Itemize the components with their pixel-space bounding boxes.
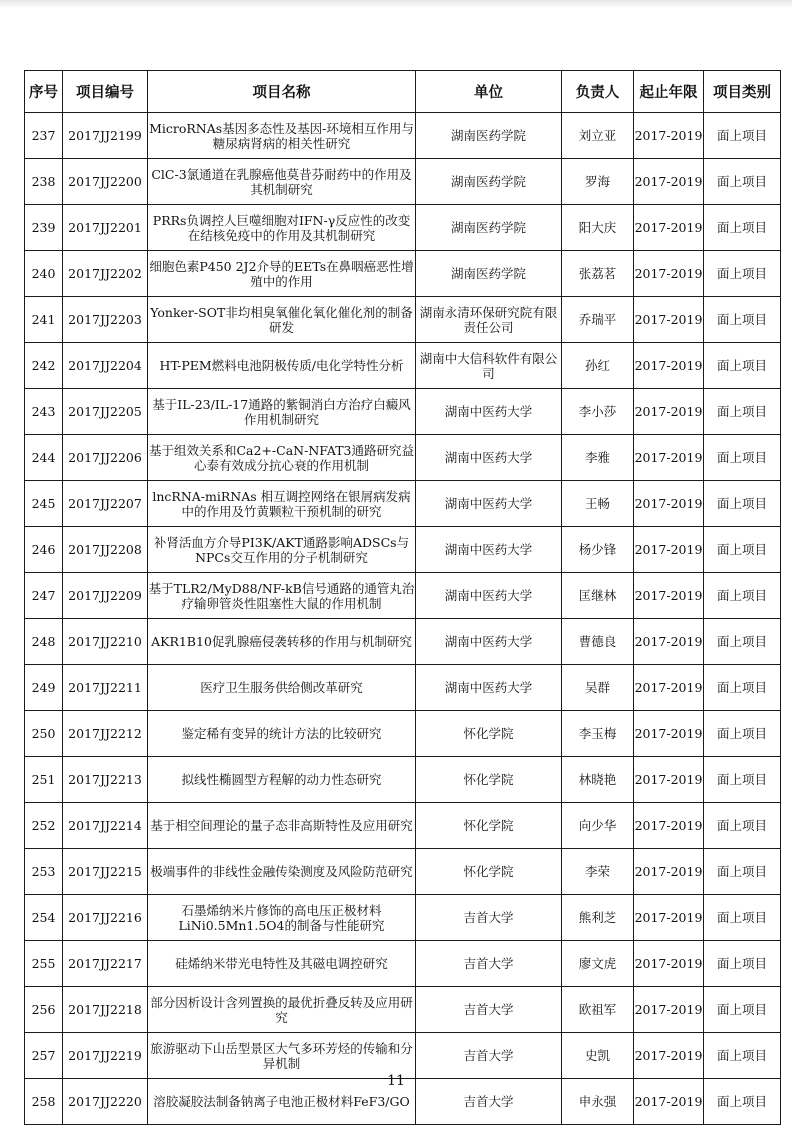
cell-period: 2017-2019	[634, 941, 704, 987]
cell-period: 2017-2019	[634, 343, 704, 389]
cell-seq: 250	[25, 711, 63, 757]
cell-period: 2017-2019	[634, 573, 704, 619]
cell-code: 2017JJ2210	[63, 619, 148, 665]
cell-category: 面上项目	[704, 297, 781, 343]
table-row	[25, 297, 781, 343]
cell-period: 2017-2019	[634, 619, 704, 665]
cell-unit: 吉首大学	[416, 941, 562, 987]
cell-unit: 湖南中医药大学	[416, 665, 562, 711]
cell-leader: 曹德良	[562, 619, 634, 665]
cell-seq: 257	[25, 1033, 63, 1079]
table-row	[25, 757, 781, 803]
cell-leader: 李小莎	[562, 389, 634, 435]
cell-code: 2017JJ2216	[63, 895, 148, 941]
cell-period: 2017-2019	[634, 803, 704, 849]
cell-category: 面上项目	[704, 665, 781, 711]
cell-period: 2017-2019	[634, 1033, 704, 1079]
cell-period: 2017-2019	[634, 389, 704, 435]
cell-code: 2017JJ2213	[63, 757, 148, 803]
cell-name: 基于相空间理论的量子态非高斯特性及应用研究	[148, 803, 416, 849]
cell-name: 极端事件的非线性金融传染测度及风险防范研究	[148, 849, 416, 895]
cell-unit: 怀化学院	[416, 711, 562, 757]
cell-category: 面上项目	[704, 619, 781, 665]
cell-code: 2017JJ2208	[63, 527, 148, 573]
table-row	[25, 251, 781, 297]
cell-period: 2017-2019	[634, 159, 704, 205]
table-row	[25, 711, 781, 757]
cell-leader: 孙红	[562, 343, 634, 389]
cell-name: 基于TLR2/MyD88/NF-kB信号通路的通管丸治疗输卵管炎性阻塞性大鼠的作用机制	[148, 573, 416, 619]
cell-seq: 256	[25, 987, 63, 1033]
cell-leader: 李雅	[562, 435, 634, 481]
cell-period: 2017-2019	[634, 481, 704, 527]
cell-name: Yonker-SOT非均相臭氧催化氧化催化剂的制备研发	[148, 297, 416, 343]
cell-period: 2017-2019	[634, 711, 704, 757]
cell-seq: 255	[25, 941, 63, 987]
cell-period: 2017-2019	[634, 1079, 704, 1125]
cell-leader: 王畅	[562, 481, 634, 527]
cell-category: 面上项目	[704, 757, 781, 803]
cell-period: 2017-2019	[634, 251, 704, 297]
project-table	[24, 70, 781, 1125]
cell-category: 面上项目	[704, 987, 781, 1033]
cell-category: 面上项目	[704, 389, 781, 435]
table-row	[25, 803, 781, 849]
cell-code: 2017JJ2219	[63, 1033, 148, 1079]
cell-leader: 史凯	[562, 1033, 634, 1079]
cell-code: 2017JJ2200	[63, 159, 148, 205]
cell-seq: 245	[25, 481, 63, 527]
cell-category: 面上项目	[704, 1033, 781, 1079]
cell-category: 面上项目	[704, 527, 781, 573]
cell-leader: 向少华	[562, 803, 634, 849]
cell-seq: 249	[25, 665, 63, 711]
table-row	[25, 205, 781, 251]
table-row	[25, 1033, 781, 1079]
cell-leader: 杨少锋	[562, 527, 634, 573]
cell-unit: 吉首大学	[416, 1079, 562, 1125]
cell-unit: 湖南医药学院	[416, 251, 562, 297]
table-header-row	[25, 71, 781, 113]
header-category: 项目类别	[704, 71, 781, 113]
cell-unit: 湖南永清环保研究院有限责任公司	[416, 297, 562, 343]
cell-name: 溶胶凝胶法制备钠离子电池正极材料FeF3/GO	[148, 1079, 416, 1125]
table-row	[25, 159, 781, 205]
cell-name: 鉴定稀有变异的统计方法的比较研究	[148, 711, 416, 757]
cell-name: 石墨烯纳米片修饰的高电压正极材料LiNi0.5Mn1.5O4的制备与性能研究	[148, 895, 416, 941]
scan-edge	[0, 0, 792, 8]
cell-code: 2017JJ2220	[63, 1079, 148, 1125]
cell-code: 2017JJ2217	[63, 941, 148, 987]
cell-code: 2017JJ2199	[63, 113, 148, 159]
cell-leader: 张荔茗	[562, 251, 634, 297]
cell-seq: 243	[25, 389, 63, 435]
cell-code: 2017JJ2201	[63, 205, 148, 251]
cell-seq: 253	[25, 849, 63, 895]
cell-name: HT-PEM燃料电池阴极传质/电化学特性分析	[148, 343, 416, 389]
cell-leader: 刘立亚	[562, 113, 634, 159]
cell-leader: 阳大庆	[562, 205, 634, 251]
table-row	[25, 343, 781, 389]
cell-seq: 252	[25, 803, 63, 849]
cell-code: 2017JJ2211	[63, 665, 148, 711]
table-row	[25, 987, 781, 1033]
cell-code: 2017JJ2212	[63, 711, 148, 757]
cell-name: MicroRNAs基因多态性及基因-环境相互作用与糖尿病肾病的相关性研究	[148, 113, 416, 159]
cell-unit: 湖南中大信科软件有限公司	[416, 343, 562, 389]
cell-period: 2017-2019	[634, 297, 704, 343]
cell-name: 拟线性椭圆型方程解的动力性态研究	[148, 757, 416, 803]
table-row	[25, 113, 781, 159]
cell-seq: 240	[25, 251, 63, 297]
cell-name: 硅烯纳米带光电特性及其磁电调控研究	[148, 941, 416, 987]
table-row	[25, 849, 781, 895]
cell-leader: 廖文虎	[562, 941, 634, 987]
cell-period: 2017-2019	[634, 665, 704, 711]
cell-leader: 熊利芝	[562, 895, 634, 941]
cell-unit: 湖南中医药大学	[416, 527, 562, 573]
table-row	[25, 619, 781, 665]
cell-unit: 湖南医药学院	[416, 113, 562, 159]
cell-name: 补肾活血方介导PI3K/AKT通路影响ADSCs与NPCs交互作用的分子机制研究	[148, 527, 416, 573]
cell-seq: 247	[25, 573, 63, 619]
cell-unit: 湖南中医药大学	[416, 573, 562, 619]
table-row	[25, 389, 781, 435]
cell-unit: 怀化学院	[416, 757, 562, 803]
cell-period: 2017-2019	[634, 987, 704, 1033]
cell-name: ClC-3氯通道在乳腺癌他莫昔芬耐药中的作用及其机制研究	[148, 159, 416, 205]
cell-period: 2017-2019	[634, 527, 704, 573]
cell-leader: 李玉梅	[562, 711, 634, 757]
cell-name: 部分因析设计含列置换的最优折叠反转及应用研究	[148, 987, 416, 1033]
header-name: 项目名称	[148, 71, 416, 113]
cell-code: 2017JJ2203	[63, 297, 148, 343]
cell-leader: 吴群	[562, 665, 634, 711]
cell-unit: 吉首大学	[416, 987, 562, 1033]
cell-category: 面上项目	[704, 573, 781, 619]
cell-category: 面上项目	[704, 205, 781, 251]
cell-category: 面上项目	[704, 849, 781, 895]
header-leader: 负责人	[562, 71, 634, 113]
cell-period: 2017-2019	[634, 435, 704, 481]
header-period: 起止年限	[634, 71, 704, 113]
cell-unit: 湖南医药学院	[416, 159, 562, 205]
cell-period: 2017-2019	[634, 757, 704, 803]
cell-code: 2017JJ2207	[63, 481, 148, 527]
cell-unit: 湖南中医药大学	[416, 435, 562, 481]
cell-category: 面上项目	[704, 481, 781, 527]
cell-unit: 湖南中医药大学	[416, 389, 562, 435]
cell-seq: 251	[25, 757, 63, 803]
cell-code: 2017JJ2204	[63, 343, 148, 389]
cell-leader: 乔瑞平	[562, 297, 634, 343]
cell-seq: 237	[25, 113, 63, 159]
cell-unit: 怀化学院	[416, 849, 562, 895]
cell-code: 2017JJ2209	[63, 573, 148, 619]
cell-leader: 林晓艳	[562, 757, 634, 803]
table-row	[25, 435, 781, 481]
header-seq: 序号	[25, 71, 63, 113]
cell-seq: 258	[25, 1079, 63, 1125]
cell-name: 旅游驱动下山岳型景区大气多环芳烃的传输和分异机制	[148, 1033, 416, 1079]
cell-unit: 湖南医药学院	[416, 205, 562, 251]
cell-category: 面上项目	[704, 711, 781, 757]
cell-category: 面上项目	[704, 343, 781, 389]
cell-code: 2017JJ2215	[63, 849, 148, 895]
cell-code: 2017JJ2214	[63, 803, 148, 849]
cell-name: 医疗卫生服务供给侧改革研究	[148, 665, 416, 711]
cell-unit: 吉首大学	[416, 895, 562, 941]
table-row	[25, 481, 781, 527]
cell-code: 2017JJ2202	[63, 251, 148, 297]
cell-category: 面上项目	[704, 895, 781, 941]
cell-category: 面上项目	[704, 941, 781, 987]
cell-unit: 怀化学院	[416, 803, 562, 849]
cell-leader: 申永强	[562, 1079, 634, 1125]
cell-period: 2017-2019	[634, 205, 704, 251]
cell-leader: 匡继林	[562, 573, 634, 619]
cell-name: PRRs负调控人巨噬细胞对IFN-γ反应性的改变在结核免疫中的作用及其机制研究	[148, 205, 416, 251]
cell-seq: 242	[25, 343, 63, 389]
cell-category: 面上项目	[704, 435, 781, 481]
table-row	[25, 665, 781, 711]
header-unit: 单位	[416, 71, 562, 113]
table-body	[25, 113, 781, 1125]
cell-unit: 湖南中医药大学	[416, 619, 562, 665]
cell-leader: 李荣	[562, 849, 634, 895]
table-row	[25, 895, 781, 941]
cell-category: 面上项目	[704, 251, 781, 297]
cell-seq: 254	[25, 895, 63, 941]
cell-seq: 246	[25, 527, 63, 573]
cell-name: AKR1B10促乳腺癌侵袭转移的作用与机制研究	[148, 619, 416, 665]
cell-name: 基于IL-23/IL-17通路的紫铜消白方治疗白癜风作用机制研究	[148, 389, 416, 435]
cell-seq: 248	[25, 619, 63, 665]
cell-leader: 罗海	[562, 159, 634, 205]
cell-period: 2017-2019	[634, 849, 704, 895]
table-row	[25, 941, 781, 987]
cell-seq: 238	[25, 159, 63, 205]
cell-seq: 241	[25, 297, 63, 343]
cell-seq: 239	[25, 205, 63, 251]
cell-leader: 欧祖军	[562, 987, 634, 1033]
cell-category: 面上项目	[704, 1079, 781, 1125]
page-number: 11	[387, 1073, 405, 1089]
cell-code: 2017JJ2205	[63, 389, 148, 435]
cell-name: 细胞色素P450 2J2介导的EETs在鼻咽癌恶性增殖中的作用	[148, 251, 416, 297]
table-row	[25, 573, 781, 619]
cell-seq: 244	[25, 435, 63, 481]
cell-period: 2017-2019	[634, 895, 704, 941]
cell-category: 面上项目	[704, 113, 781, 159]
cell-name: 基于组效关系和Ca2+-CaN-NFAT3通路研究益心泰有效成分抗心衰的作用机制	[148, 435, 416, 481]
cell-name: lncRNA-miRNAs 相互调控网络在银屑病发病中的作用及竹黄颗粒干预机制的研究	[148, 481, 416, 527]
header-code: 项目编号	[63, 71, 148, 113]
cell-category: 面上项目	[704, 803, 781, 849]
cell-unit: 湖南中医药大学	[416, 481, 562, 527]
table-row	[25, 527, 781, 573]
cell-code: 2017JJ2218	[63, 987, 148, 1033]
cell-period: 2017-2019	[634, 113, 704, 159]
cell-code: 2017JJ2206	[63, 435, 148, 481]
cell-category: 面上项目	[704, 159, 781, 205]
cell-unit: 吉首大学	[416, 1033, 562, 1079]
